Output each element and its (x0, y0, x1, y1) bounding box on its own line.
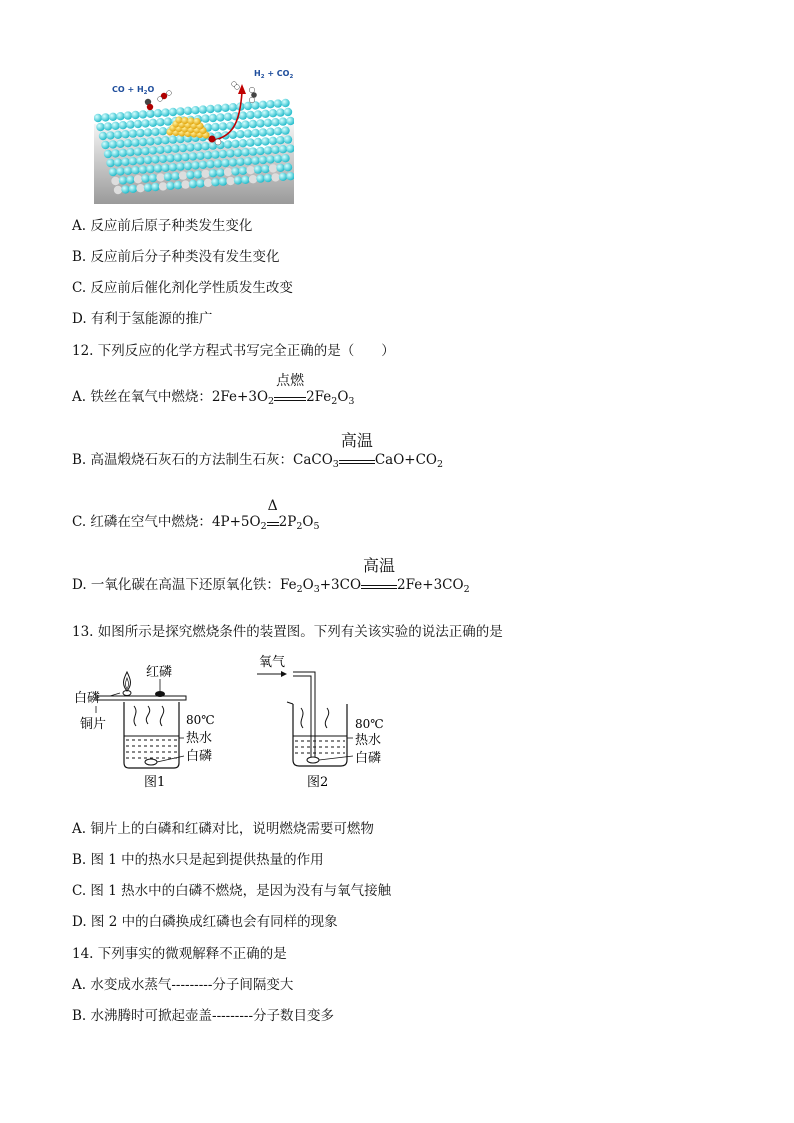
surface-atom (176, 107, 184, 115)
q14-option-a: A. 水变成水蒸气---------分子间隔变大 (72, 977, 294, 993)
surface-atom (221, 159, 229, 167)
surface-atom (191, 161, 199, 169)
red-phosphorus-label: 红磷 (146, 665, 173, 680)
surface-atom (246, 111, 254, 119)
surface-atom (236, 130, 244, 138)
q11-option-d: D. 有利于氢能源的推广 (72, 311, 213, 327)
surface-atom (266, 155, 274, 163)
hot-water-label: 热水 (355, 733, 382, 748)
surface-atom (224, 140, 232, 148)
surface-atom (261, 165, 269, 173)
surface-atom (264, 119, 272, 127)
surface-atom (114, 186, 122, 194)
surface-atom (136, 156, 144, 164)
surface-atom (189, 180, 197, 188)
surface-atom (236, 158, 244, 166)
surface-atom (111, 149, 119, 157)
surface-atom (266, 100, 274, 108)
surface-atom (271, 146, 279, 154)
surface-atom (179, 171, 187, 179)
surface-atom (214, 104, 222, 112)
surface-atom (209, 169, 217, 177)
surface-atom (121, 130, 129, 138)
surface-atom (174, 181, 182, 189)
svg-text:CO + H2O: CO + $H_2O$ (112, 85, 155, 96)
q12-stem: 12. 下列反应的化学方程式书写完全正确的是（ ） (72, 343, 395, 359)
surface-atom (204, 151, 212, 159)
surface-atom (189, 152, 197, 160)
surface-atom (136, 129, 144, 137)
surface-atom (166, 154, 174, 162)
surface-atom (251, 129, 259, 137)
surface-atom (209, 114, 217, 122)
surface-atom (191, 106, 199, 114)
surface-atom (254, 165, 262, 173)
surface-atom (216, 168, 224, 176)
surface-atom (216, 113, 224, 121)
surface-atom (281, 126, 289, 134)
surface-atom (171, 172, 179, 180)
surface-atom (116, 112, 124, 120)
q14-option-b: B. 水沸腾时可掀起壶盖---------分子数目变多 (72, 1008, 335, 1024)
figure-1-caption: 图1 (144, 775, 166, 790)
surface-atom (266, 128, 274, 136)
surface-atom (154, 109, 162, 117)
catalyst-reaction-figure (94, 62, 294, 204)
surface-atom (111, 177, 119, 185)
surface-atom (246, 138, 254, 146)
surface-atom (239, 167, 247, 175)
svg-text:H2 + CO2: $H_2 + CO_2$ (254, 69, 294, 80)
surface-atom (104, 150, 112, 158)
surface-atom (166, 182, 174, 190)
surface-atom (116, 140, 124, 148)
surface-atom (231, 140, 239, 148)
surface-atom (244, 129, 252, 137)
surface-atom (151, 183, 159, 191)
surface-atom (119, 176, 127, 184)
surface-atom (274, 99, 282, 107)
surface-atom (284, 135, 292, 143)
surface-atom (111, 122, 119, 130)
surface-atom (126, 148, 134, 156)
q13-option-a: A. 铜片上的白磷和红磷对比，说明燃烧需要可燃物 (72, 821, 374, 837)
surface-atom (181, 153, 189, 161)
surface-atom (249, 147, 257, 155)
surface-atom (259, 156, 267, 164)
surface-atom (94, 114, 102, 122)
surface-atom (124, 167, 132, 175)
surface-atom (169, 108, 177, 116)
reactant-label: CO + H (112, 85, 144, 94)
catalyst-atom (193, 118, 200, 125)
surface-atom (136, 184, 144, 192)
surface-atom (274, 127, 282, 135)
product-label: H (254, 69, 261, 78)
surface-atom (249, 120, 257, 128)
surface-atom (169, 135, 177, 143)
surface-atom (109, 168, 117, 176)
q11-option-c: C. 反应前后催化剂化学性质发生改变 (72, 280, 293, 296)
surface-atom (219, 150, 227, 158)
q11-option-b: B. 反应前后分子种类没有发生变化 (72, 249, 280, 265)
surface-atom (139, 138, 147, 146)
surface-atom (164, 173, 172, 181)
surface-atom (106, 159, 114, 167)
surface-atom (146, 137, 154, 145)
surface-atom (256, 119, 264, 127)
surface-atom (249, 175, 257, 183)
white-phosphorus-label: 白磷 (186, 749, 213, 764)
surface-atom (201, 114, 209, 122)
white-phosphorus-label: 白磷 (355, 751, 382, 766)
q12-option-c: C. 红磷在空气中燃烧：$4P+5O_2$ Δ $2P_2O_5$ (72, 498, 320, 532)
surface-atom (144, 183, 152, 191)
surface-atom (124, 111, 132, 119)
surface-atom (141, 147, 149, 155)
surface-atom (284, 163, 292, 171)
surface-atom (151, 128, 159, 136)
surface-atom (139, 110, 147, 118)
surface-atom (99, 132, 107, 140)
surface-atom (199, 105, 207, 113)
surface-atom (174, 153, 182, 161)
white-phosphorus-top-label: 白磷 (74, 691, 101, 706)
surface-atom (134, 175, 142, 183)
surface-atom (194, 170, 202, 178)
surface-atom (256, 147, 264, 155)
surface-atom (164, 145, 172, 153)
surface-atom (254, 138, 262, 146)
hot-water-label: 热水 (186, 731, 213, 746)
surface-atom (241, 176, 249, 184)
surface-atom (161, 108, 169, 116)
surface-atom (226, 177, 234, 185)
surface-atom (234, 149, 242, 157)
copper-plate-label: 铜片 (80, 717, 107, 732)
surface-atom (206, 160, 214, 168)
surface-atom (129, 157, 137, 165)
surface-atom (219, 177, 227, 185)
surface-atom (196, 152, 204, 160)
surface-atom (156, 118, 164, 126)
surface-atom (234, 176, 242, 184)
surface-atom (96, 123, 104, 131)
surface-atom (281, 154, 289, 162)
surface-atom (259, 128, 267, 136)
surface-atom (204, 179, 212, 187)
surface-atom (279, 117, 287, 125)
surface-atom (184, 107, 192, 115)
surface-atom (279, 173, 287, 181)
surface-atom (141, 119, 149, 127)
surface-atom (164, 117, 172, 125)
surface-atom (186, 143, 194, 151)
surface-atom (206, 105, 214, 113)
surface-atom (251, 156, 259, 164)
surface-atom (286, 117, 294, 125)
q12-option-d: D. 一氧化碳在高温下还原氧化铁：$Fe_2O_3+3CO$ 高温 $2Fe+3CO_2$ (72, 556, 470, 595)
surface-atom (179, 144, 187, 152)
surface-atom (254, 110, 262, 118)
surface-atom (269, 164, 277, 172)
surface-atom (239, 111, 247, 119)
surface-atom (129, 185, 137, 193)
surface-atom (156, 146, 164, 154)
surface-atom (264, 174, 272, 182)
surface-atom (119, 149, 127, 157)
q13-option-c: C. 图 1 热水中的白磷不燃烧，是因为没有与氧气接触 (72, 883, 392, 899)
surface-atom (131, 138, 139, 146)
surface-atom (261, 137, 269, 145)
surface-atom (214, 159, 222, 167)
surface-atom (269, 109, 277, 117)
surface-atom (151, 155, 159, 163)
surface-atom (229, 158, 237, 166)
surface-atom (159, 127, 167, 135)
surface-atom (116, 167, 124, 175)
surface-atom (261, 110, 269, 118)
surface-atom (274, 155, 282, 163)
q12-option-b: B. 高温煅烧石灰石的方法制生石灰：CaCO$_3$ 高温 $CaO+CO_2$ (72, 431, 444, 470)
surface-atom (184, 162, 192, 170)
surface-atom (219, 122, 227, 130)
surface-atom (109, 113, 117, 121)
surface-atom (181, 180, 189, 188)
surface-atom (141, 174, 149, 182)
surface-atom (239, 139, 247, 147)
surface-atom (126, 120, 134, 128)
surface-atom (149, 119, 157, 127)
surface-atom (211, 150, 219, 158)
q13-stem: 13. 如图所示是探究燃烧条件的装置图。下列有关该实验的说法正确的是 (72, 624, 503, 640)
temperature-label: 80℃ (355, 717, 384, 731)
surface-atom (129, 129, 137, 137)
q11-option-a: A. 反应前后原子种类发生变化 (72, 218, 253, 234)
surface-atom (114, 158, 122, 166)
surface-atom (126, 176, 134, 184)
combustion-apparatus-figure-2 (255, 652, 395, 792)
surface-atom (121, 185, 129, 193)
surface-atom (271, 173, 279, 181)
surface-atom (224, 113, 232, 121)
surface-atom (104, 122, 112, 130)
surface-atom (259, 101, 267, 109)
surface-atom (121, 158, 129, 166)
surface-atom (211, 123, 219, 131)
surface-atom (144, 156, 152, 164)
q12-option-a: A. 铁丝在氧气中燃烧：$2Fe+3O_2$ 点燃 $2Fe_2O_3$ (72, 373, 355, 407)
surface-atom (244, 157, 252, 165)
surface-atom (241, 120, 249, 128)
surface-atom (144, 128, 152, 136)
surface-atom (149, 174, 157, 182)
surface-atom (276, 108, 284, 116)
oxygen-label: 氧气 (259, 655, 286, 670)
surface-atom (114, 131, 122, 139)
surface-atom (134, 147, 142, 155)
surface-atom (154, 164, 162, 172)
surface-atom (246, 166, 254, 174)
surface-atom (226, 149, 234, 157)
surface-atom (124, 139, 132, 147)
figure-2-caption: 图2 (307, 775, 329, 790)
surface-atom (139, 165, 147, 173)
surface-atom (279, 145, 287, 153)
surface-atom (221, 104, 229, 112)
surface-atom (131, 166, 139, 174)
surface-atom (231, 167, 239, 175)
surface-atom (131, 111, 139, 119)
q14-stem: 14. 下列事实的微观解释不正确的是 (72, 946, 287, 962)
combustion-apparatus-figure-1 (74, 658, 224, 793)
surface-atom (146, 110, 154, 118)
surface-atom (211, 178, 219, 186)
surface-atom (224, 168, 232, 176)
surface-atom (154, 137, 162, 145)
surface-atom (281, 99, 289, 107)
surface-atom (284, 108, 292, 116)
surface-atom (229, 103, 237, 111)
surface-atom (156, 173, 164, 181)
surface-atom (101, 113, 109, 121)
surface-atom (134, 120, 142, 128)
surface-atom (159, 155, 167, 163)
surface-atom (256, 174, 264, 182)
surface-atom (101, 141, 109, 149)
surface-atom (196, 179, 204, 187)
surface-atom (149, 146, 157, 154)
surface-atom (161, 164, 169, 172)
surface-atom (264, 146, 272, 154)
surface-atom (271, 118, 279, 126)
surface-atom (201, 142, 209, 150)
surface-atom (176, 162, 184, 170)
surface-atom (194, 143, 202, 151)
surface-atom (201, 170, 209, 178)
surface-atom (109, 140, 117, 148)
surface-atom (119, 121, 127, 129)
surface-atom (241, 148, 249, 156)
surface-atom (106, 131, 114, 139)
q13-option-d: D. 图 2 中的白磷换成红磷也会有同样的现象 (72, 914, 338, 930)
surface-atom (159, 182, 167, 190)
surface-atom (161, 136, 169, 144)
temperature-label: 80℃ (186, 713, 215, 727)
surface-atom (186, 171, 194, 179)
surface-atom (169, 163, 177, 171)
surface-atom (276, 136, 284, 144)
surface-atom (269, 137, 277, 145)
q13-option-b: B. 图 1 中的热水只是起到提供热量的作用 (72, 852, 324, 868)
surface-atom (244, 102, 252, 110)
surface-atom (276, 164, 284, 172)
surface-atom (146, 165, 154, 173)
surface-atom (171, 144, 179, 152)
surface-atom (199, 161, 207, 169)
